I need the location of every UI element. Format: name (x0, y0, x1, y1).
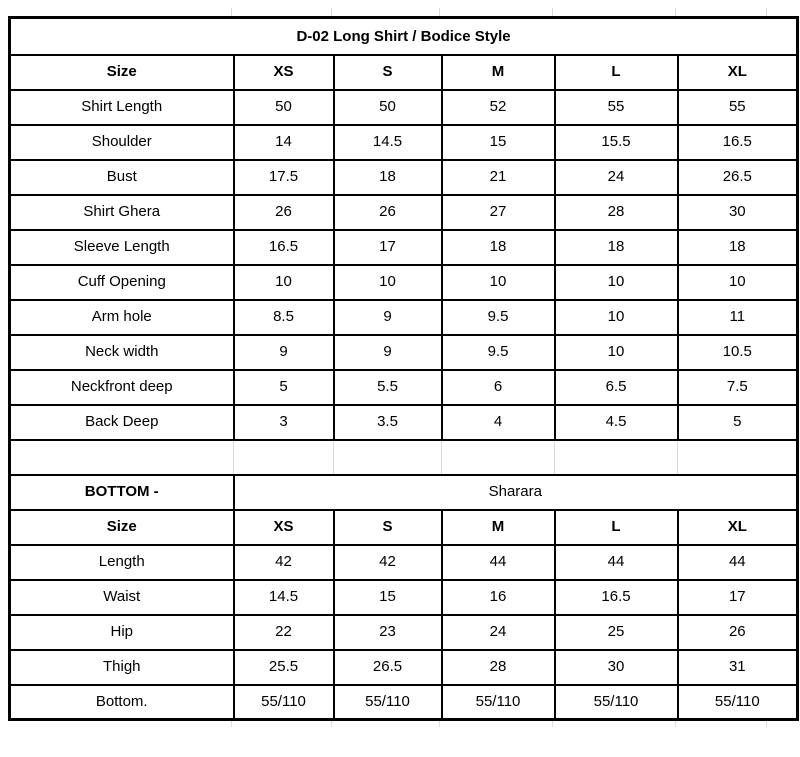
size-column-header: M (442, 55, 555, 90)
value-cell: 26 (334, 195, 442, 230)
row-label: Shoulder (10, 125, 234, 160)
gridline-strip-top (8, 8, 796, 16)
value-cell: 55/110 (678, 685, 798, 720)
bottom-section-label: BOTTOM - (10, 475, 234, 510)
row-label: Neckfront deep (10, 370, 234, 405)
value-cell: 5 (234, 370, 334, 405)
value-cell: 3 (234, 405, 334, 440)
value-cell: 44 (678, 545, 798, 580)
measurement-row (10, 545, 798, 580)
row-label: Bust (10, 160, 234, 195)
value-cell: 24 (442, 615, 555, 650)
size-header-cell: Size (10, 510, 234, 545)
column-header-row (10, 55, 798, 90)
value-cell: 25 (555, 615, 678, 650)
size-column-header: XL (678, 55, 798, 90)
value-cell: 15 (442, 125, 555, 160)
value-cell: 17 (678, 580, 798, 615)
bottom-section (10, 475, 798, 720)
size-column-header: L (555, 55, 678, 90)
value-cell: 18 (334, 160, 442, 195)
row-label: Cuff Opening (10, 265, 234, 300)
size-header-cell: Size (10, 55, 234, 90)
value-cell: 44 (555, 545, 678, 580)
value-cell: 50 (234, 90, 334, 125)
value-cell: 55/110 (334, 685, 442, 720)
gridline-segment (676, 721, 767, 727)
value-cell: 6 (442, 370, 555, 405)
value-cell: 14 (234, 125, 334, 160)
measurement-row (10, 335, 798, 370)
value-cell: 8.5 (234, 300, 334, 335)
value-cell: 52 (442, 90, 555, 125)
row-label: Arm hole (10, 300, 234, 335)
value-cell: 55/110 (442, 685, 555, 720)
size-column-header: XS (234, 510, 334, 545)
size-column-header: S (334, 55, 442, 90)
gridline-segment (8, 8, 232, 16)
gridline-segment (553, 8, 676, 16)
row-label: Waist (10, 580, 234, 615)
value-cell: 16.5 (234, 230, 334, 265)
measurement-row (10, 160, 798, 195)
value-cell: 31 (678, 650, 798, 685)
row-label: Hip (10, 615, 234, 650)
row-label: Sleeve Length (10, 230, 234, 265)
value-cell: 18 (555, 230, 678, 265)
value-cell: 18 (678, 230, 798, 265)
value-cell: 5.5 (334, 370, 442, 405)
value-cell: 6.5 (555, 370, 678, 405)
bottom-title-row (10, 475, 798, 510)
measurement-row (10, 685, 798, 720)
measurement-row (10, 405, 798, 440)
value-cell: 10 (334, 265, 442, 300)
size-column-header: M (442, 510, 555, 545)
value-cell: 14.5 (234, 580, 334, 615)
spacer-cell (678, 440, 798, 475)
value-cell: 21 (442, 160, 555, 195)
gridline-segment (232, 8, 332, 16)
value-cell: 11 (678, 300, 798, 335)
value-cell: 7.5 (678, 370, 798, 405)
value-cell: 28 (555, 195, 678, 230)
value-cell: 10 (555, 300, 678, 335)
measurement-row (10, 580, 798, 615)
value-cell: 18 (442, 230, 555, 265)
value-cell: 4 (442, 405, 555, 440)
value-cell: 16 (442, 580, 555, 615)
value-cell: 9 (234, 335, 334, 370)
row-label: Shirt Ghera (10, 195, 234, 230)
value-cell: 26.5 (678, 160, 798, 195)
value-cell: 9 (334, 300, 442, 335)
value-cell: 15.5 (555, 125, 678, 160)
measurement-row (10, 230, 798, 265)
row-label: Length (10, 545, 234, 580)
row-label: Shirt Length (10, 90, 234, 125)
spacer-cell (555, 440, 678, 475)
value-cell: 10 (234, 265, 334, 300)
shirt-section (10, 18, 798, 440)
measurement-row (10, 265, 798, 300)
row-label: Neck width (10, 335, 234, 370)
measurement-row (10, 370, 798, 405)
value-cell: 9 (334, 335, 442, 370)
value-cell: 26 (678, 615, 798, 650)
gridline-segment (332, 8, 440, 16)
size-column-header: XS (234, 55, 334, 90)
gridline-segment (232, 721, 332, 727)
value-cell: 10 (555, 265, 678, 300)
value-cell: 27 (442, 195, 555, 230)
measurement-row (10, 90, 798, 125)
gridline-segment (553, 721, 676, 727)
value-cell: 50 (334, 90, 442, 125)
value-cell: 55/110 (234, 685, 334, 720)
column-header-row (10, 510, 798, 545)
gridline-segment (676, 8, 767, 16)
spacer-cell (334, 440, 442, 475)
value-cell: 44 (442, 545, 555, 580)
value-cell: 3.5 (334, 405, 442, 440)
measurement-row (10, 125, 798, 160)
table-title: D-02 Long Shirt / Bodice Style (10, 18, 798, 55)
value-cell: 15 (334, 580, 442, 615)
value-cell: 26 (234, 195, 334, 230)
value-cell: 17 (334, 230, 442, 265)
value-cell: 9.5 (442, 335, 555, 370)
spacer-row (10, 440, 798, 475)
spacer-cell (10, 440, 234, 475)
value-cell: 25.5 (234, 650, 334, 685)
value-cell: 16.5 (555, 580, 678, 615)
row-label: Bottom. (10, 685, 234, 720)
spacer-cell (442, 440, 555, 475)
size-chart-table (8, 16, 799, 721)
value-cell: 16.5 (678, 125, 798, 160)
value-cell: 9.5 (442, 300, 555, 335)
measurement-row (10, 195, 798, 230)
measurement-row (10, 650, 798, 685)
value-cell: 23 (334, 615, 442, 650)
gridline-segment (440, 8, 553, 16)
value-cell: 22 (234, 615, 334, 650)
row-label: Thigh (10, 650, 234, 685)
row-label: Back Deep (10, 405, 234, 440)
value-cell: 55 (555, 90, 678, 125)
gridline-segment (767, 721, 796, 727)
value-cell: 10 (442, 265, 555, 300)
measurement-row (10, 300, 798, 335)
size-column-header: XL (678, 510, 798, 545)
value-cell: 30 (555, 650, 678, 685)
value-cell: 55 (678, 90, 798, 125)
value-cell: 17.5 (234, 160, 334, 195)
spacer-cell (234, 440, 334, 475)
size-column-header: S (334, 510, 442, 545)
gridline-segment (332, 721, 440, 727)
value-cell: 30 (678, 195, 798, 230)
value-cell: 42 (234, 545, 334, 580)
value-cell: 42 (334, 545, 442, 580)
gridline-segment (767, 8, 796, 16)
value-cell: 5 (678, 405, 798, 440)
value-cell: 55/110 (555, 685, 678, 720)
spacer-section (10, 440, 798, 475)
gridline-strip-bottom (8, 721, 796, 727)
bottom-style-name: Sharara (234, 475, 798, 510)
size-column-header: L (555, 510, 678, 545)
value-cell: 26.5 (334, 650, 442, 685)
value-cell: 24 (555, 160, 678, 195)
value-cell: 10 (555, 335, 678, 370)
value-cell: 10 (678, 265, 798, 300)
gridline-segment (440, 721, 553, 727)
measurement-row (10, 615, 798, 650)
gridline-segment (8, 721, 232, 727)
value-cell: 4.5 (555, 405, 678, 440)
value-cell: 10.5 (678, 335, 798, 370)
value-cell: 14.5 (334, 125, 442, 160)
table-title-row (10, 18, 798, 55)
value-cell: 28 (442, 650, 555, 685)
